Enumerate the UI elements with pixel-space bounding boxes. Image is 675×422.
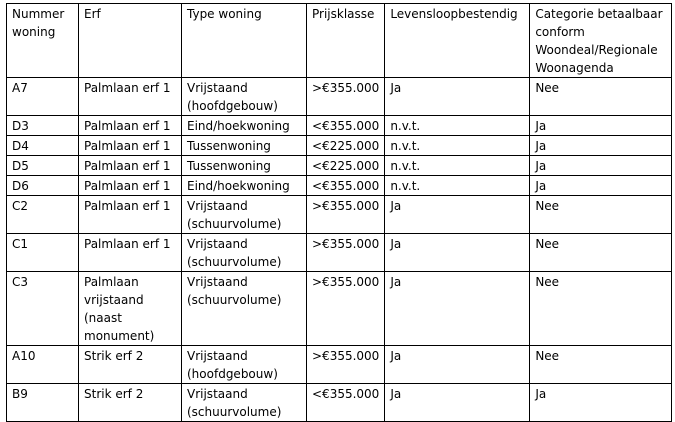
cell-type: Eind/hoekwoning [182, 176, 307, 196]
cell-levensloopbestendig: Ja [385, 384, 530, 422]
header-prijsklasse: Prijsklasse [307, 4, 385, 78]
cell-erf: Palmlaan erf 1 [79, 116, 182, 136]
cell-type: Vrijstaand (schuurvolume) [182, 384, 307, 422]
cell-prijsklasse: <€355.000 [307, 384, 385, 422]
cell-erf: Palmlaan erf 1 [79, 78, 182, 116]
header-nummer-woning: Nummer woning [7, 4, 79, 78]
cell-categorie: Nee [530, 272, 672, 346]
cell-categorie: Ja [530, 136, 672, 156]
cell-erf: Palmlaan erf 1 [79, 234, 182, 272]
cell-levensloopbestendig: Ja [385, 196, 530, 234]
cell-nummer: C2 [7, 196, 79, 234]
table-row [7, 116, 672, 136]
cell-type: Vrijstaand (hoofdgebouw) [182, 78, 307, 116]
table-row [7, 272, 672, 346]
cell-erf: Palmlaan erf 1 [79, 136, 182, 156]
cell-prijsklasse: <€225.000 [307, 136, 385, 156]
cell-prijsklasse: <€355.000 [307, 176, 385, 196]
cell-nummer: D6 [7, 176, 79, 196]
cell-type: Tussenwoning [182, 156, 307, 176]
table-row [7, 196, 672, 234]
cell-erf: Strik erf 2 [79, 384, 182, 422]
cell-levensloopbestendig: n.v.t. [385, 136, 530, 156]
table-row [7, 384, 672, 422]
header-type-woning: Type woning [182, 4, 307, 78]
cell-levensloopbestendig: n.v.t. [385, 176, 530, 196]
cell-nummer: A7 [7, 78, 79, 116]
cell-type: Vrijstaand (schuurvolume) [182, 234, 307, 272]
cell-categorie: Nee [530, 346, 672, 384]
table-row [7, 136, 672, 156]
cell-type: Vrijstaand (schuurvolume) [182, 196, 307, 234]
cell-levensloopbestendig: n.v.t. [385, 156, 530, 176]
cell-type: Vrijstaand (schuurvolume) [182, 272, 307, 346]
cell-categorie: Ja [530, 384, 672, 422]
table-row [7, 78, 672, 116]
cell-prijsklasse: >€355.000 [307, 196, 385, 234]
table-row [7, 346, 672, 384]
cell-categorie: Nee [530, 196, 672, 234]
cell-prijsklasse: >€355.000 [307, 346, 385, 384]
cell-categorie: Ja [530, 176, 672, 196]
cell-prijsklasse: >€355.000 [307, 234, 385, 272]
cell-nummer: C3 [7, 272, 79, 346]
cell-prijsklasse: >€355.000 [307, 272, 385, 346]
cell-erf: Palmlaan erf 1 [79, 156, 182, 176]
cell-levensloopbestendig: Ja [385, 346, 530, 384]
cell-categorie: Ja [530, 156, 672, 176]
cell-categorie: Ja [530, 116, 672, 136]
cell-nummer: A10 [7, 346, 79, 384]
cell-categorie: Nee [530, 78, 672, 116]
table-row [7, 234, 672, 272]
cell-levensloopbestendig: n.v.t. [385, 116, 530, 136]
cell-erf: Strik erf 2 [79, 346, 182, 384]
cell-erf: Palmlaan vrijstaand (naast monument) [79, 272, 182, 346]
header-levensloopbestendig: Levensloopbestendig [385, 4, 530, 78]
table-row [7, 176, 672, 196]
cell-prijsklasse: >€355.000 [307, 78, 385, 116]
cell-levensloopbestendig: Ja [385, 78, 530, 116]
cell-categorie: Nee [530, 234, 672, 272]
table-header-row [7, 4, 672, 78]
cell-type: Tussenwoning [182, 136, 307, 156]
cell-type: Vrijstaand (hoofdgebouw) [182, 346, 307, 384]
cell-nummer: C1 [7, 234, 79, 272]
cell-prijsklasse: <€225.000 [307, 156, 385, 176]
header-erf: Erf [79, 4, 182, 78]
cell-nummer: B9 [7, 384, 79, 422]
cell-erf: Palmlaan erf 1 [79, 196, 182, 234]
cell-nummer: D5 [7, 156, 79, 176]
cell-nummer: D3 [7, 116, 79, 136]
cell-type: Eind/hoekwoning [182, 116, 307, 136]
cell-levensloopbestendig: Ja [385, 272, 530, 346]
housing-table [6, 3, 672, 422]
cell-nummer: D4 [7, 136, 79, 156]
cell-erf: Palmlaan erf 1 [79, 176, 182, 196]
header-categorie-betaalbaar: Categorie betaalbaar conform Woondeal/Regionale Woonagenda [530, 4, 672, 78]
cell-levensloopbestendig: Ja [385, 234, 530, 272]
table-row [7, 156, 672, 176]
cell-prijsklasse: <€355.000 [307, 116, 385, 136]
